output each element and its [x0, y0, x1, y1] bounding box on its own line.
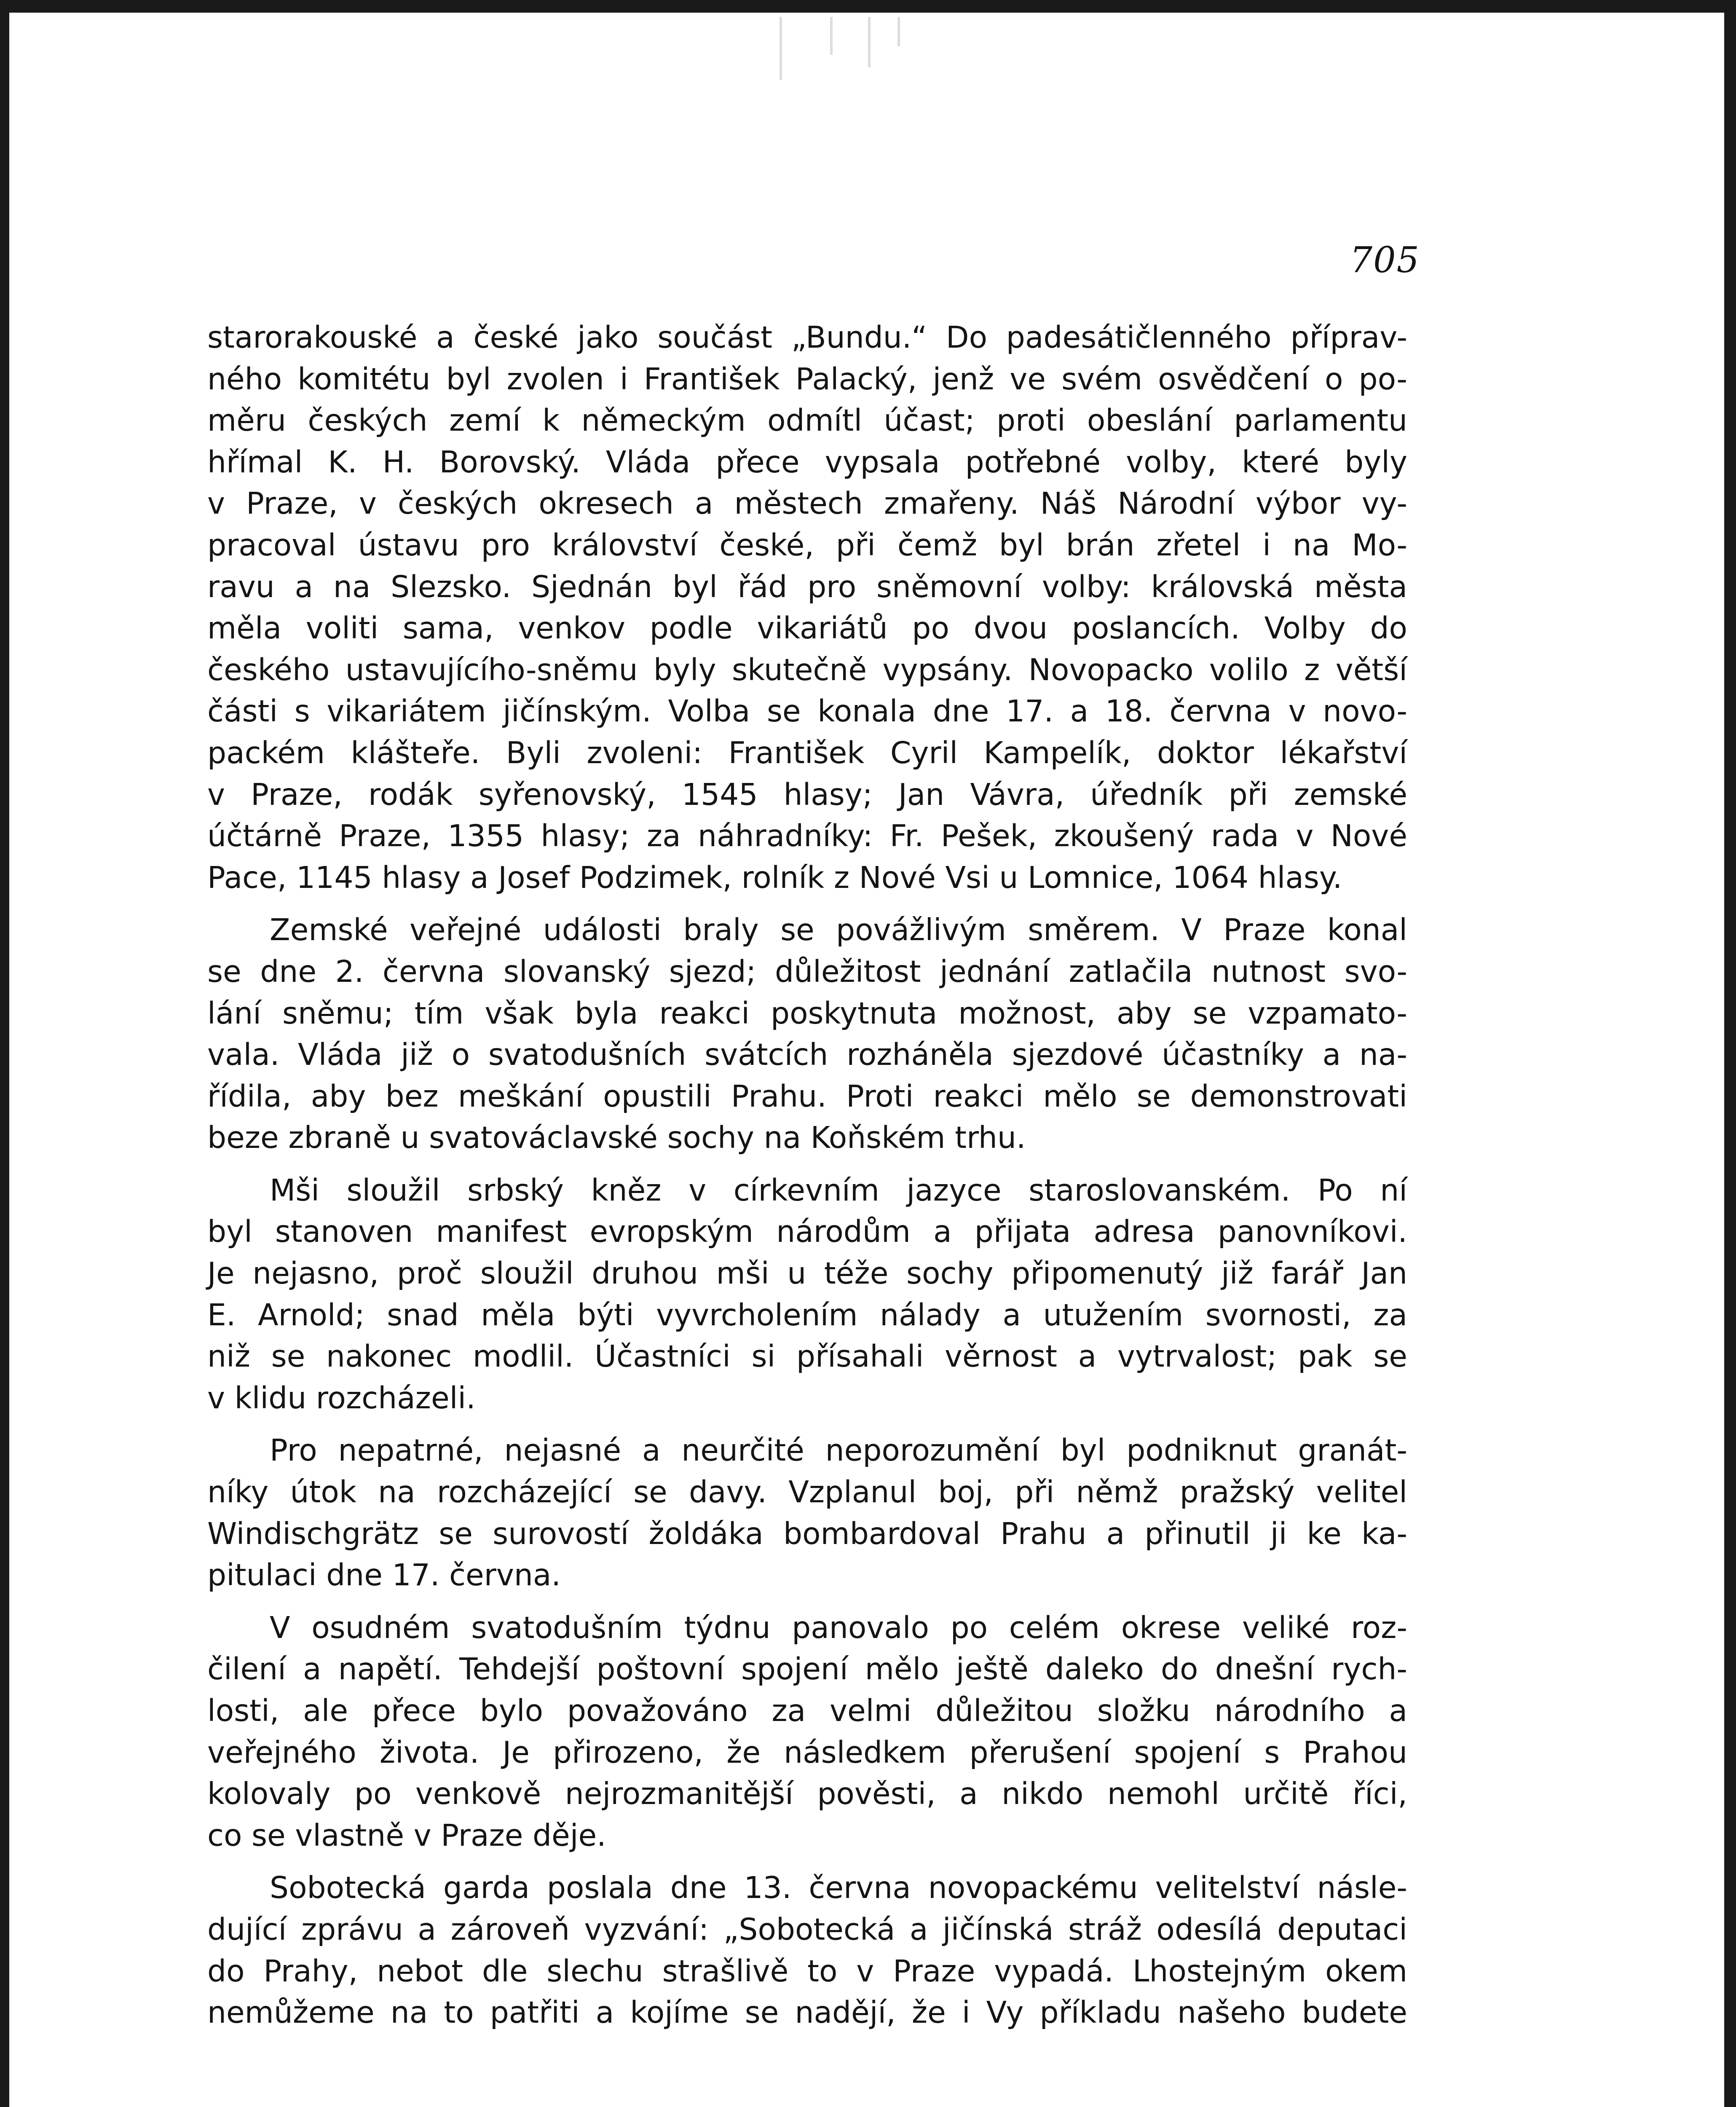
- text-line: co se vlastně v Praze děje.: [207, 1817, 606, 1853]
- text-line: měru českých zemí k německým odmítl účast; proti obeslání parlamentu: [207, 403, 1407, 438]
- text-line: E. Arnold; snad měla býti vyvrcholením nálady a utužením svornosti, za: [207, 1297, 1407, 1332]
- text-line: vala. Vláda již o svatodušních svátcích rozháněla sjezdové účastníky a na-: [207, 1037, 1407, 1072]
- paragraph-gap: [207, 898, 1407, 909]
- text-line: řídila, aby bez meškání opustili Prahu. Proti reakci mělo se demonstrovati: [207, 1078, 1407, 1114]
- body-text: [207, 317, 1407, 2034]
- text-line: hřímal K. H. Borovský. Vláda přece vypsala potřebné volby, které byly: [207, 444, 1407, 480]
- text-line: do Prahy, nebot dle slechu strašlivě to v Praze vypadá. Lhostejným okem: [207, 1953, 1407, 1989]
- text-line: v klidu rozcházeli.: [207, 1380, 476, 1415]
- text-line: pitulaci dne 17. června.: [207, 1557, 561, 1593]
- text-line: pracoval ústavu pro království české, při čemž byl brán zřetel i na Mo-: [207, 527, 1407, 563]
- paragraph-gap: [207, 1596, 1407, 1607]
- paragraph: [207, 1430, 1407, 1596]
- text-line: beze zbraně u svatováclavské sochy na Koňském trhu.: [207, 1120, 1026, 1155]
- text-line: čilení a napětí. Tehdejší poštovní spojení mělo ještě daleko do dnešní rych-: [207, 1651, 1407, 1687]
- text-line: Zemské veřejné události braly se povážlivým směrem. V Praze konal: [270, 912, 1407, 948]
- text-line: Je nejasno, proč sloužil druhou mši u téže sochy připomenutý již farář Jan: [207, 1256, 1407, 1291]
- paragraph: [207, 1170, 1407, 1419]
- paragraph: [207, 1867, 1407, 2033]
- scan-border-top: [0, 0, 1736, 13]
- paragraph-gap: [207, 1856, 1407, 1867]
- text-line: nemůžeme na to patřiti a kojíme se nadějí, že i Vy příkladu našeho budete: [207, 1995, 1407, 2030]
- show-through-marks: [771, 17, 923, 84]
- paragraph-gap: [207, 1419, 1407, 1430]
- text-line: Windischgrätz se surovostí žoldáka bombardoval Prahu a přinutil ji ke ka-: [207, 1516, 1407, 1551]
- text-line: dující zprávu a zároveň vyzvání: „Sobotecká a jičínská stráž odesílá deputaci: [207, 1911, 1407, 1947]
- text-line: ravu a na Slezsko. Sjednán byl řád pro sněmovní volby: královská města: [207, 569, 1407, 604]
- text-line: starorakouské a české jako součást „Bundu.“ Do padesátičlenného příprav-: [207, 320, 1407, 355]
- page-number: 705: [1350, 239, 1420, 281]
- text-line: veřejného života. Je přirozeno, že následkem přerušení spojení s Prahou: [207, 1734, 1407, 1770]
- text-line: se dne 2. června slovanský sjezd; důležitost jednání zatlačila nutnost svo-: [207, 954, 1407, 989]
- text-line: Pro nepatrné, nejasné a neurčité neporozumění byl podniknut granát-: [270, 1433, 1407, 1468]
- text-line: Pace, 1145 hlasy a Josef Podzimek, rolník z Nové Vsi u Lomnice, 1064 hlasy.: [207, 860, 1342, 895]
- text-line: V osudném svatodušním týdnu panovalo po celém okrese veliké roz-: [270, 1610, 1407, 1645]
- text-line: losti, ale přece bylo považováno za velmi důležitou složku národního a: [207, 1693, 1407, 1728]
- text-line: českého ustavujícího-sněmu byly skutečně vypsány. Novopacko volilo z větší: [207, 652, 1407, 687]
- paragraph: [207, 317, 1407, 898]
- text-line: kolovaly po venkově nejrozmanitější pověsti, a nikdo nemohl určitě říci,: [207, 1776, 1407, 1812]
- text-line: účtárně Praze, 1355 hlasy; za náhradníky: Fr. Pešek, zkoušený rada v Nové: [207, 818, 1407, 854]
- text-line: Sobotecká garda poslala dne 13. června novopackému velitelství násle-: [270, 1870, 1407, 1906]
- text-line: byl stanoven manifest evropským národům a přijata adresa panovníkovi.: [207, 1214, 1407, 1249]
- text-line: v Praze, rodák syřenovský, 1545 hlasy; Jan Vávra, úředník při zemské: [207, 777, 1407, 812]
- text-line: níky útok na rozcházející se davy. Vzplanul boj, při němž pražský velitel: [207, 1474, 1407, 1510]
- text-line: ného komitétu byl zvolen i František Palacký, jenž ve svém osvědčení o po-: [207, 361, 1407, 397]
- text-line: packém klášteře. Byli zvoleni: František Cyril Kampelík, doktor lékařství: [207, 735, 1407, 770]
- text-line: Mši sloužil srbský kněz v církevním jazyce staroslovanském. Po ní: [270, 1172, 1407, 1208]
- text-line: v Praze, v českých okresech a městech zmařeny. Náš Národní výbor vy-: [207, 486, 1407, 521]
- text-line: měla voliti sama, venkov podle vikariátů po dvou poslancích. Volby do: [207, 611, 1407, 646]
- paragraph: [207, 1607, 1407, 1857]
- text-line: části s vikariátem jičínským. Volba se konala dne 17. a 18. června v novo-: [207, 694, 1407, 729]
- scan-border-left: [0, 0, 9, 2107]
- text-line: niž se nakonec modlil. Účastníci si přísahali věrnost a vytrvalost; pak se: [207, 1339, 1407, 1374]
- paragraph-gap: [207, 1159, 1407, 1170]
- paragraph: [207, 909, 1407, 1159]
- text-line: lání sněmu; tím však byla reakci poskytnuta možnost, aby se vzpamato-: [207, 995, 1407, 1031]
- scan-border-right: [1724, 0, 1736, 2107]
